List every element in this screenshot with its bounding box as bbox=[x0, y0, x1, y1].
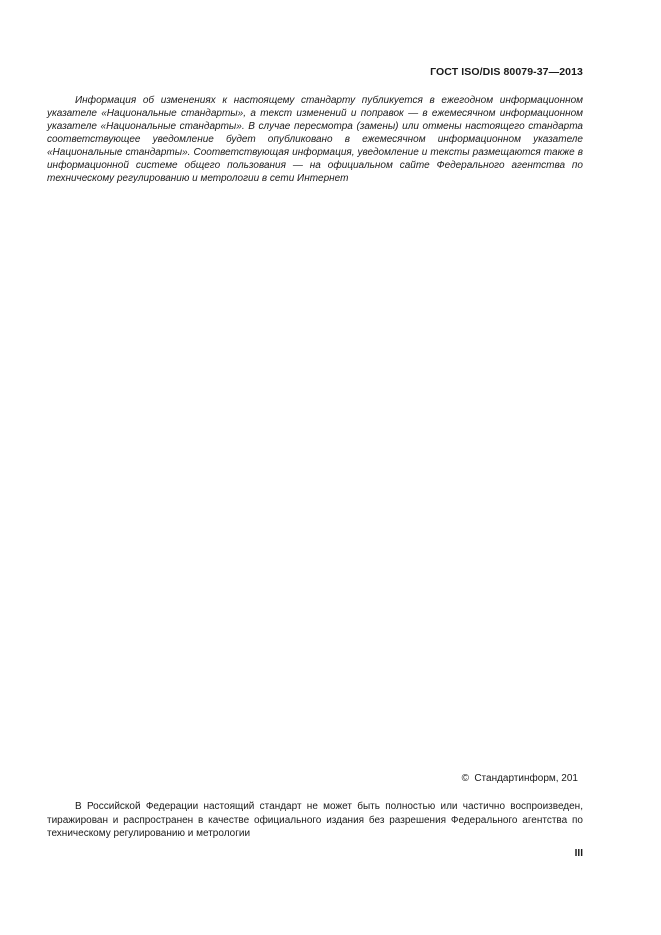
standard-code-header: ГОСТ ISO/DIS 80079-37—2013 bbox=[430, 66, 583, 78]
page-number: III bbox=[574, 848, 583, 859]
copyright-text: Стандартинформ, 201 bbox=[474, 773, 578, 784]
copyright-icon: © bbox=[461, 772, 470, 784]
copyright-line bbox=[460, 773, 578, 784]
reproduction-notice-paragraph: В Российской Федерации настоящий стандарт не может быть полностью или частично воспроизведен, тиражирован и распространен в качестве официального издания без разрешения Федерального агентства по техническому регулированию и метрологии bbox=[47, 801, 583, 839]
publication-info-paragraph: Информация об изменениях к настоящему стандарту публикуется в ежегодном информационном указателе «Национальные стандарты», а текст изменений и поправок — в ежемесячном информационном указателе «Национальные стандарты». В случае пересмотра (замены) или отмены настоящего стандарта соответствующее уведомление будет опубликовано в ежемесячном информационном указателе «Национальные стандарты». Соответствующая информация, уведомление и тексты размещаются также в информационной системе общего пользования — на официальном сайте Федерального агентства по техническому регулированию и метрологии в сети Интернет bbox=[47, 95, 583, 184]
